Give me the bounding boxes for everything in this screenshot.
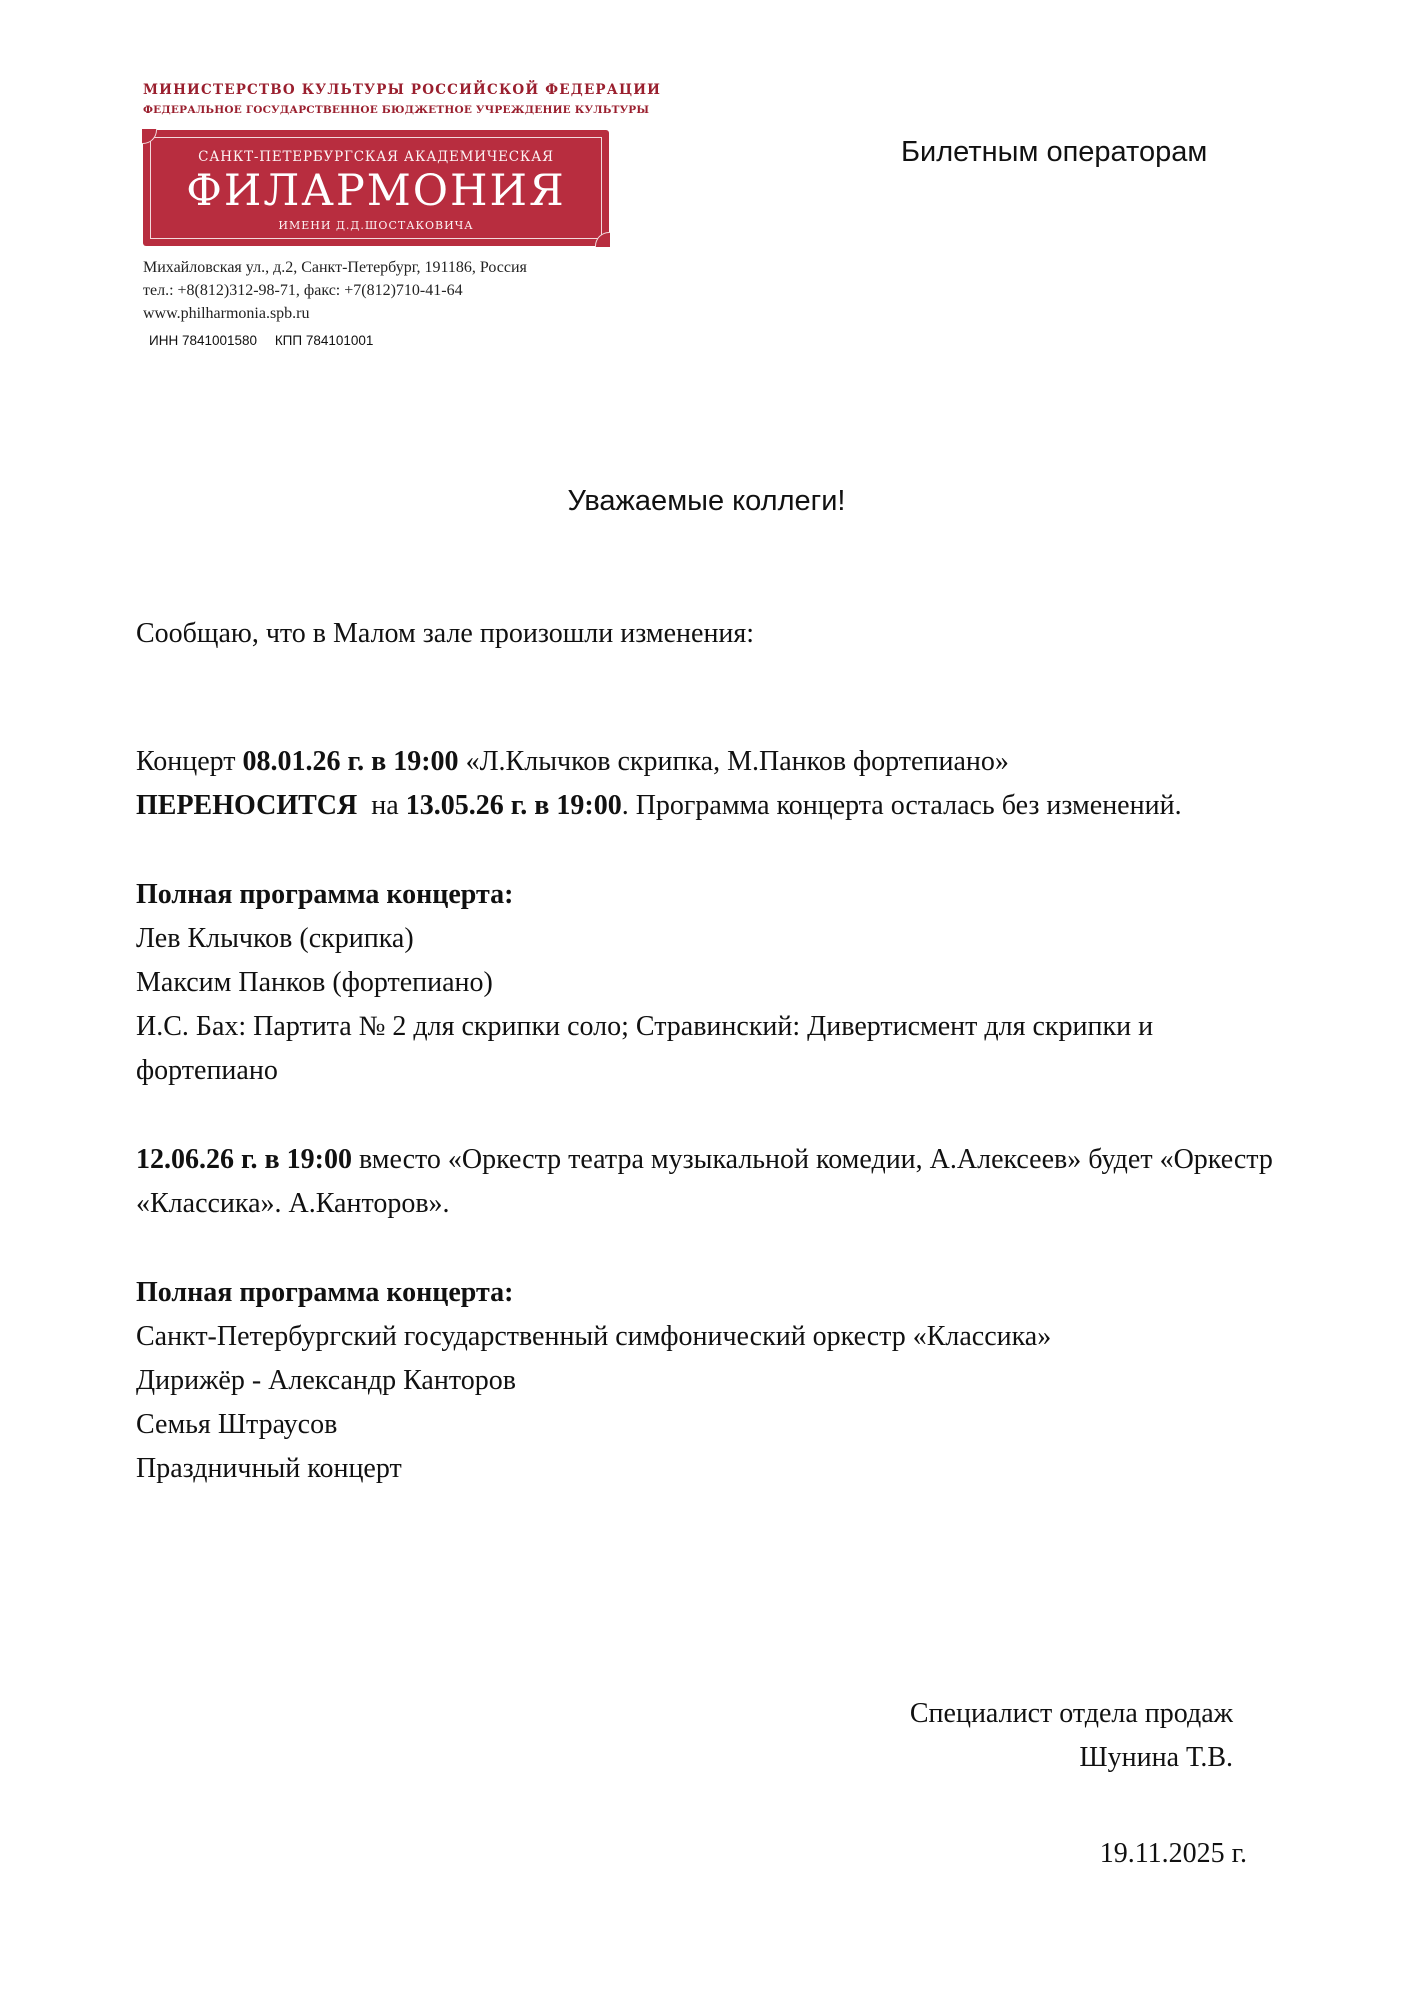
letter-body: [136, 612, 1286, 1491]
change-1-title: «Л.Клычков скрипка, М.Панков фортепиано»: [458, 746, 1009, 777]
signer-name: Шунина Т.В.: [1079, 1742, 1233, 1773]
philharmonia-logo: [143, 130, 609, 246]
change-1-old-date: 08.01.26 г. в 19:00: [242, 746, 459, 777]
change-2-date: 12.06.26 г. в 19:00: [136, 1144, 353, 1175]
ministry-line: МИНИСТЕРСТВО КУЛЬТУРЫ РОССИЙСКОЙ ФЕДЕРАЦИИ: [143, 82, 662, 98]
contact-block: [143, 256, 603, 325]
intro-paragraph: Сообщаю, что в Малом зале произошли изменения:: [136, 618, 755, 649]
program-2-heading: Полная программа концерта:: [136, 1277, 514, 1308]
change-1-suffix: . Программа концерта осталась без изменений.: [621, 790, 1182, 821]
greeting: Уважаемые коллеги!: [567, 485, 846, 517]
letter-date: 19.11.2025 г.: [1099, 1838, 1247, 1869]
program-2-line: Дирижёр - Александр Канторов: [136, 1365, 516, 1396]
logo-line-1: САНКТ-ПЕТЕРБУРГСКАЯ АКАДЕМИЧЕСКАЯ: [198, 149, 554, 165]
logo-line-2: ФИЛАРМОНИЯ: [186, 166, 566, 216]
change-2-paragraph: [136, 1138, 1286, 1226]
change-1-new-date: 13.05.26 г. в 19:00: [405, 790, 622, 821]
inn: ИНН 7841001580: [149, 333, 258, 348]
signature-block: [910, 1692, 1233, 1780]
change-1-prefix: Концерт: [136, 746, 243, 777]
requisites: [149, 333, 603, 348]
program-1-line: Максим Панков (фортепиано): [136, 967, 493, 998]
program-1-line: И.С. Бах: Партита № 2 для скрипки соло; Стравинский: Дивертисмент для скрипки и фортепиано: [136, 1011, 1154, 1086]
postal-address: Михайловская ул., д.2, Санкт-Петербург, 191186, Россия: [143, 259, 527, 276]
program-2-line: Санкт-Петербургский государственный симфонический оркестр «Классика»: [136, 1321, 1052, 1352]
program-2-line: Семья Штраусов: [136, 1409, 338, 1440]
logo-line-3: ИМЕНИ Д.Д.ШОСТАКОВИЧА: [278, 219, 474, 232]
addressee: Билетным операторам: [901, 136, 1208, 168]
program-2-line: Праздничный концерт: [136, 1453, 402, 1484]
change-2-text: вместо «Оркестр театра музыкальной комедии, А.Алексеев» будет «Оркестр «Классика». А.Канторов».: [136, 1144, 1273, 1219]
change-1-on: на: [357, 790, 406, 821]
change-1-action: ПЕРЕНОСИТСЯ: [136, 790, 358, 821]
kpp: КПП 784101001: [274, 333, 374, 348]
program-1-line: Лев Клычков (скрипка): [136, 923, 414, 954]
website-link[interactable]: www.philharmonia.spb.ru: [143, 305, 310, 322]
letterhead: [143, 82, 662, 348]
signer-position: Специалист отдела продаж: [909, 1698, 1233, 1729]
program-1-heading: Полная программа концерта:: [136, 879, 514, 910]
agency-line: ФЕДЕРАЛЬНОЕ ГОСУДАРСТВЕННОЕ БЮДЖЕТНОЕ УЧРЕЖДЕНИЕ КУЛЬТУРЫ: [143, 104, 650, 116]
phone-fax: тел.: +8(812)312-98-71, факс: +7(812)710-41-64: [143, 282, 463, 299]
change-1-paragraph: [136, 740, 1286, 828]
